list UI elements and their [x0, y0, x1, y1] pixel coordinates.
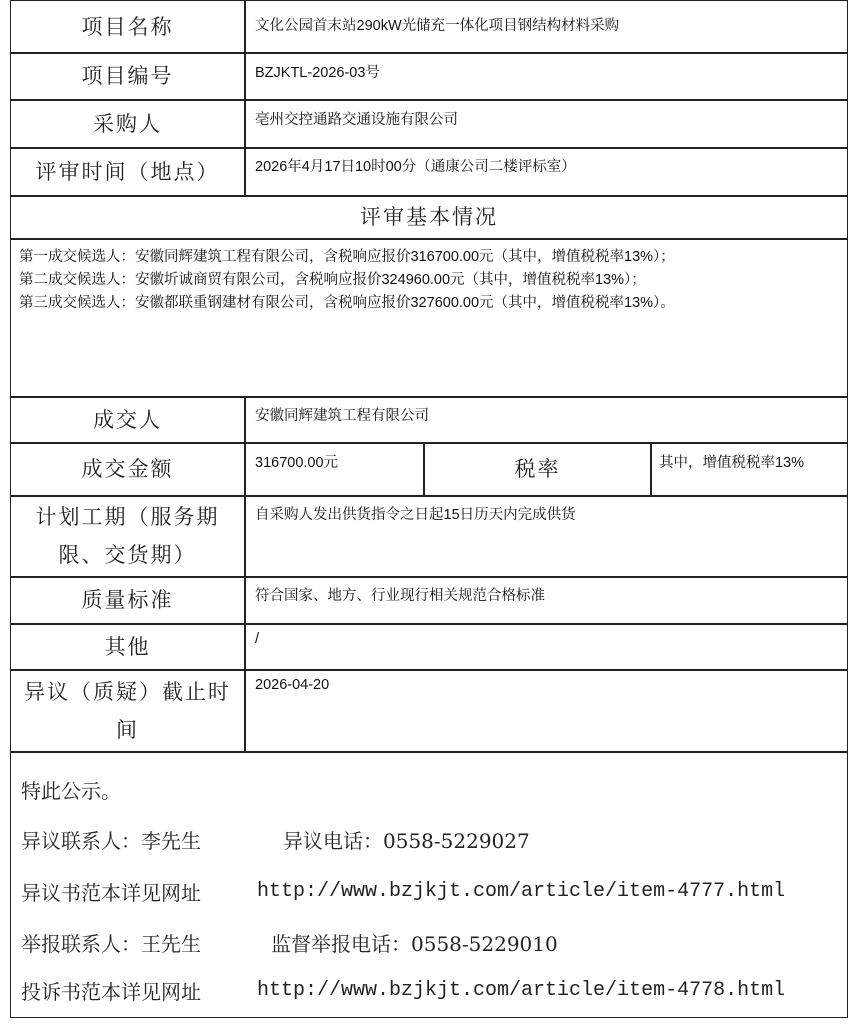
candidate-line: 第三成交候选人：安徽都联重钢建材有限公司，含税响应报价327600.00元（其中，增值税税率13%）。	[19, 295, 675, 311]
objection-deadline-label	[11, 670, 244, 751]
column-divider	[244, 397, 246, 752]
schedule-value: 自采购人发出供货指令之日起15日历天内完成供货	[255, 507, 576, 523]
purchaser-label: 采购人	[93, 111, 162, 136]
schedule-label-line: 计划工期（服务期	[35, 505, 220, 529]
complaint-template-url[interactable]: http://www.bzjkjt.com/article/item-4778.html	[257, 979, 786, 1002]
project-name-value: 文化公园首末站290kW光储充一体化项目钢结构材料采购	[255, 18, 620, 34]
objection-template-url[interactable]: http://www.bzjkjt.com/article/item-4777.html	[257, 880, 786, 903]
tax-rate-label: 税率	[514, 457, 561, 481]
objection-phone: 异议电话：0558-5229027	[283, 829, 530, 853]
review-time-label: 评审时间（地点）	[35, 159, 220, 184]
complaint-template-link[interactable]	[257, 976, 785, 1002]
row-divider	[11, 751, 847, 753]
objection-deadline-label-line: 异议（质疑）截止时	[24, 679, 231, 704]
objection-contact: 异议联系人：李先生	[21, 829, 201, 853]
project-name-label: 项目名称	[81, 14, 174, 39]
report-contact: 举报联系人：王先生	[21, 932, 201, 956]
objection-deadline-value: 2026-04-20	[255, 677, 330, 693]
schedule-label-line: 限、交货期）	[58, 543, 197, 567]
row-divider	[11, 238, 847, 240]
schedule-label	[11, 496, 244, 576]
section-title: 评审基本情况	[360, 205, 498, 229]
amount-label: 成交金额	[81, 457, 174, 481]
objection-deadline-label-line: 间	[116, 717, 139, 742]
winner-label: 成交人	[93, 407, 162, 432]
candidate-line: 第二成交候选人：安徽圻诚商贸有限公司，含税响应报价324960.00元（其中，增值税税率13%）；	[19, 272, 646, 288]
notice-text: 特此公示。	[21, 779, 121, 803]
candidate-line: 第一成交候选人：安徽同辉建筑工程有限公司，含税响应报价316700.00元（其中，增值税税率13%）；	[19, 249, 675, 265]
objection-template-link[interactable]	[257, 877, 785, 903]
report-phone: 监督举报电话：0558-5229010	[271, 932, 558, 956]
project-number-value: BZJKTL-2026-03号	[255, 65, 380, 81]
tax-rate-value: 其中，增值税税率13%	[659, 455, 805, 471]
review-time-value: 2026年4月17日10时00分（通康公司二楼评标室）	[255, 159, 576, 175]
quality-label: 质量标准	[81, 588, 174, 612]
announcement-table	[10, 0, 848, 1018]
other-label: 其他	[104, 634, 151, 659]
quality-value: 符合国家、地方、行业现行相关规范合格标准	[255, 588, 545, 604]
column-divider	[244, 1, 246, 196]
project-number-label: 项目编号	[81, 64, 174, 88]
other-value: /	[255, 631, 260, 647]
winner-value: 安徽同辉建筑工程有限公司	[255, 408, 429, 424]
complaint-template-label: 投诉书范本详见网址	[21, 980, 201, 1004]
objection-template-label: 异议书范本详见网址	[21, 881, 201, 905]
purchaser-value: 亳州交控通路交通设施有限公司	[255, 112, 458, 128]
amount-value: 316700.00元	[255, 455, 339, 471]
column-divider	[650, 443, 652, 496]
